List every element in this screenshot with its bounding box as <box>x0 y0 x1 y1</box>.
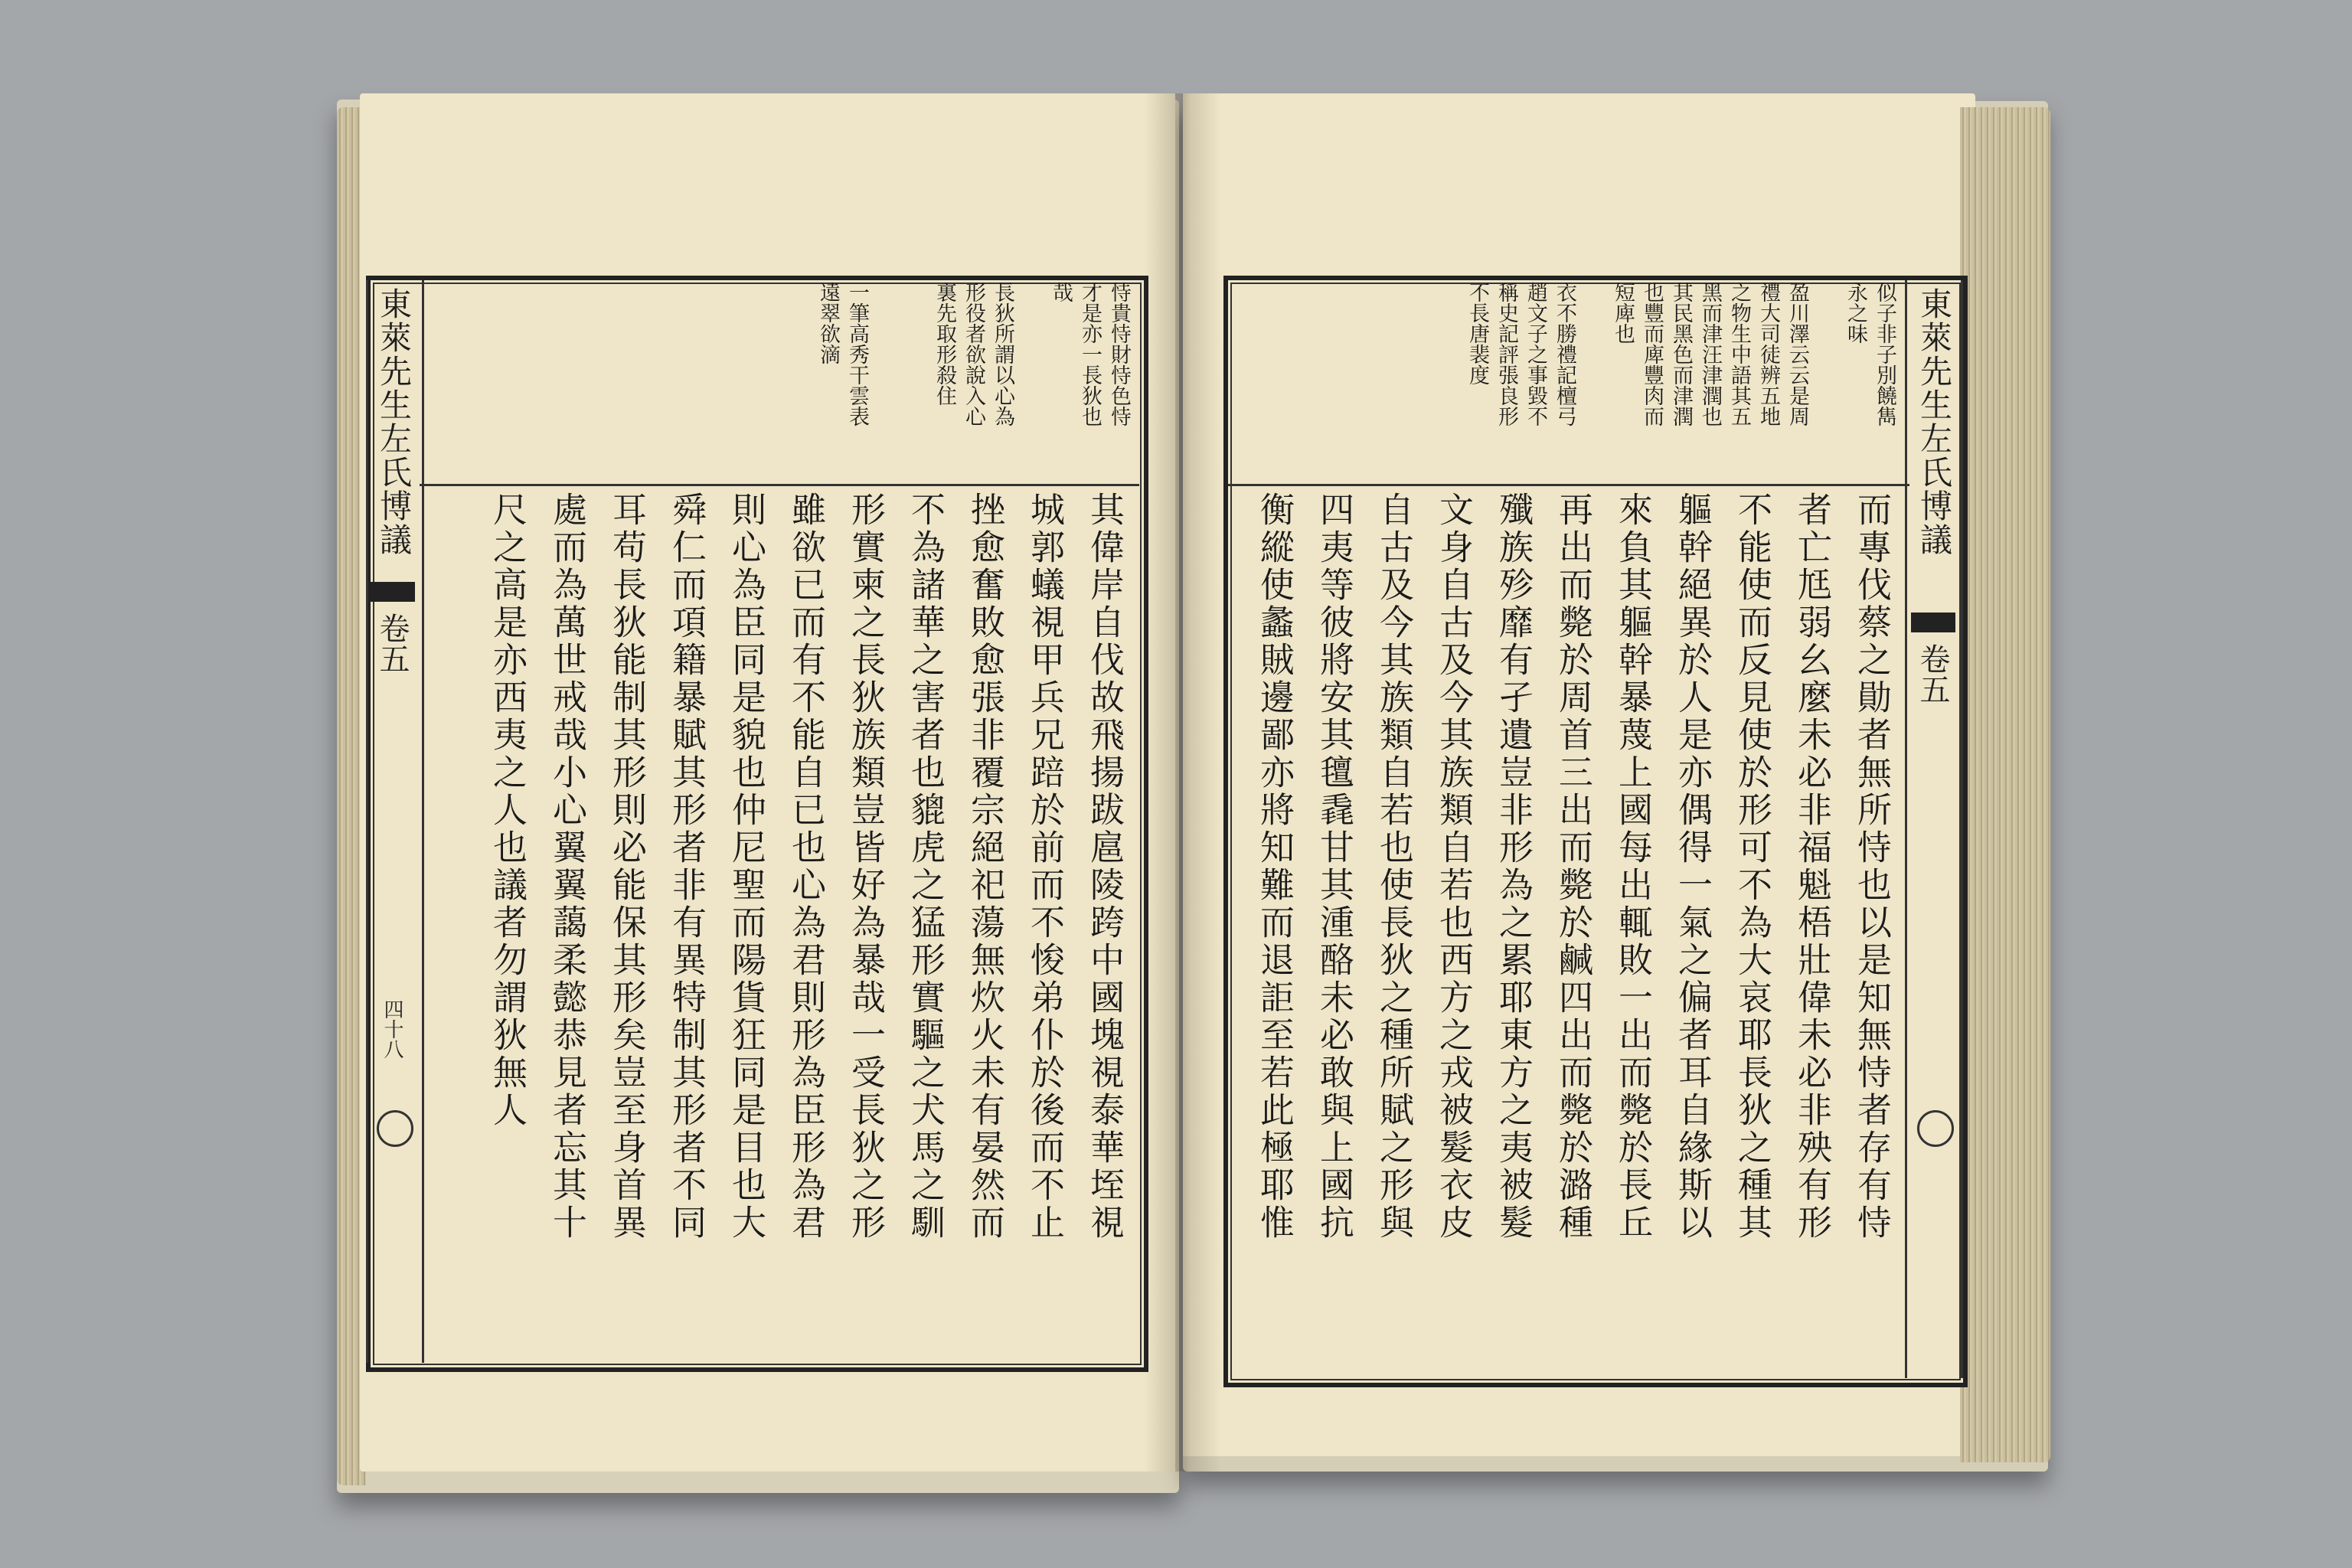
commentary-column <box>1811 282 1841 473</box>
left-circle-mark <box>377 1110 413 1147</box>
main-text-column: 不為諸華之害者也貔虎之猛形實驅之犬馬之馴 <box>905 492 946 1242</box>
right-circle-mark <box>1917 1110 1954 1147</box>
commentary-column: 才是亦一長狄也 <box>1078 282 1102 426</box>
commentary-column <box>1579 282 1608 473</box>
commentary-column <box>871 282 900 473</box>
commentary-column: 稱史記評張良形 <box>1494 282 1518 426</box>
main-text-column: 來負其軀幹暴蔑上國每出輒敗一出而斃於長丘 <box>1612 492 1653 1242</box>
main-text-column: 耳苟長狄能制其形則必能保其形矣豈至身首異 <box>606 492 647 1242</box>
commentary-column: 哉 <box>1049 282 1073 302</box>
commentary-column: 之物生中語其五 <box>1727 282 1751 426</box>
left-volume-label: 卷五 <box>374 612 410 674</box>
right-fishtail-mark <box>1911 612 1955 632</box>
main-text-column: 尺之高是亦西夷之人也議者勿謂狄無人 <box>487 492 528 1129</box>
right-page-edges <box>1960 107 2050 1462</box>
main-text-column: 文身自古及今其族類自若也西方之戎被髮衣皮 <box>1433 492 1474 1242</box>
commentary-column <box>1017 282 1046 473</box>
right-running-title: 東萊先生左氏博議 <box>1916 287 1953 557</box>
main-text-column: 則心為臣同是貌也仲尼聖而陽貨狂同是目也大 <box>726 492 766 1242</box>
main-text-column: 舜仁而項籍暴賦其形者非有異特制其形者不同 <box>666 492 707 1242</box>
commentary-column <box>900 282 929 473</box>
commentary-column: 盈川澤云云是周 <box>1785 282 1809 426</box>
main-text-column: 形實柬之長狄族類豈皆好為暴哉一受長狄之形 <box>845 492 886 1242</box>
commentary-column: 形役者欲說入心 <box>962 282 985 426</box>
commentary-column: 長狄所謂以心為 <box>991 282 1014 426</box>
right-commentary-rule <box>1228 484 1909 486</box>
commentary-column: 恃貴恃財恃色恃 <box>1107 282 1131 426</box>
commentary-column: 趙文子之事毀不 <box>1524 282 1547 426</box>
main-text-column: 不能使而反見使於形可不為大哀耶長狄之種其 <box>1732 492 1772 1242</box>
main-text-column: 雖欲已而有不能自已也心為君則形為臣形為君 <box>786 492 826 1242</box>
right-main-text <box>1231 492 1901 1372</box>
commentary-column: 永之味 <box>1844 282 1867 344</box>
commentary-column: 似子非子別饒雋 <box>1873 282 1896 426</box>
left-commentary <box>444 282 1133 479</box>
commentary-column: 禮大司徒辨五地 <box>1756 282 1780 426</box>
commentary-column: 也豐而庳豐肉而 <box>1640 282 1664 426</box>
main-text-column: 殲族殄靡有孑遺豈非形為之累耶東方之夷被髮 <box>1493 492 1534 1242</box>
commentary-column: 黑而津汪津潤也 <box>1698 282 1722 426</box>
right-volume-label: 卷五 <box>1915 643 1950 704</box>
left-commentary-rule <box>420 484 1139 486</box>
main-text-column: 處而為萬世戒哉小心翼翼藹柔懿恭見者忘其十 <box>547 492 587 1242</box>
main-text-column: 城郭蟻視甲兵兄踣於前而不悛弟仆於後而不止 <box>1024 492 1065 1242</box>
book-gutter <box>1145 93 1221 1472</box>
left-running-title: 東萊先生左氏博議 <box>375 287 413 557</box>
main-text-column: 四夷等彼將安其氊毳甘其湩酪未必敢與上國抗 <box>1314 492 1354 1242</box>
left-main-text <box>426 492 1134 1357</box>
main-text-column: 衡縱使蠡賊邊鄙亦將知難而退詎至若此極耶惟 <box>1254 492 1295 1242</box>
commentary-column: 裏先取形殺住 <box>933 282 956 406</box>
main-text-column: 其偉岸自伐故飛揚跋扈陵跨中國塊視泰華垤視 <box>1084 492 1125 1242</box>
main-text-column: 者亡尪弱幺麼未必非福魁梧壯偉未必非殃有形 <box>1792 492 1832 1242</box>
commentary-column: 一筆高秀干雲表 <box>845 282 869 426</box>
commentary-column: 不長唐裴度 <box>1465 282 1489 385</box>
main-text-column: 自古及今其族類自若也使長狄之種所賦之形與 <box>1374 492 1414 1242</box>
main-text-column: 挫愈奮敗愈張非覆宗絕祀蕩無炊火未有晏然而 <box>965 492 1005 1242</box>
commentary-column: 遠翠欲滴 <box>816 282 840 364</box>
main-text-column: 軀幹絕異於人是亦偶得一氣之偏者耳自緣斯以 <box>1672 492 1713 1242</box>
commentary-column: 短庳也 <box>1611 282 1635 344</box>
main-text-column: 而專伐蔡之勛者無所恃也以是知無恃者存有恃 <box>1851 492 1892 1242</box>
left-fishtail-mark <box>371 582 415 602</box>
left-folio-number: 四十八 <box>381 999 403 1059</box>
main-text-column: 再出而斃於周首三出而斃於鹹四出而斃於潞種 <box>1553 492 1593 1242</box>
commentary-column: 衣不勝禮記檀弓 <box>1553 282 1576 426</box>
commentary-column: 其民黑色而津潤 <box>1669 282 1693 426</box>
right-commentary <box>1233 282 1899 479</box>
